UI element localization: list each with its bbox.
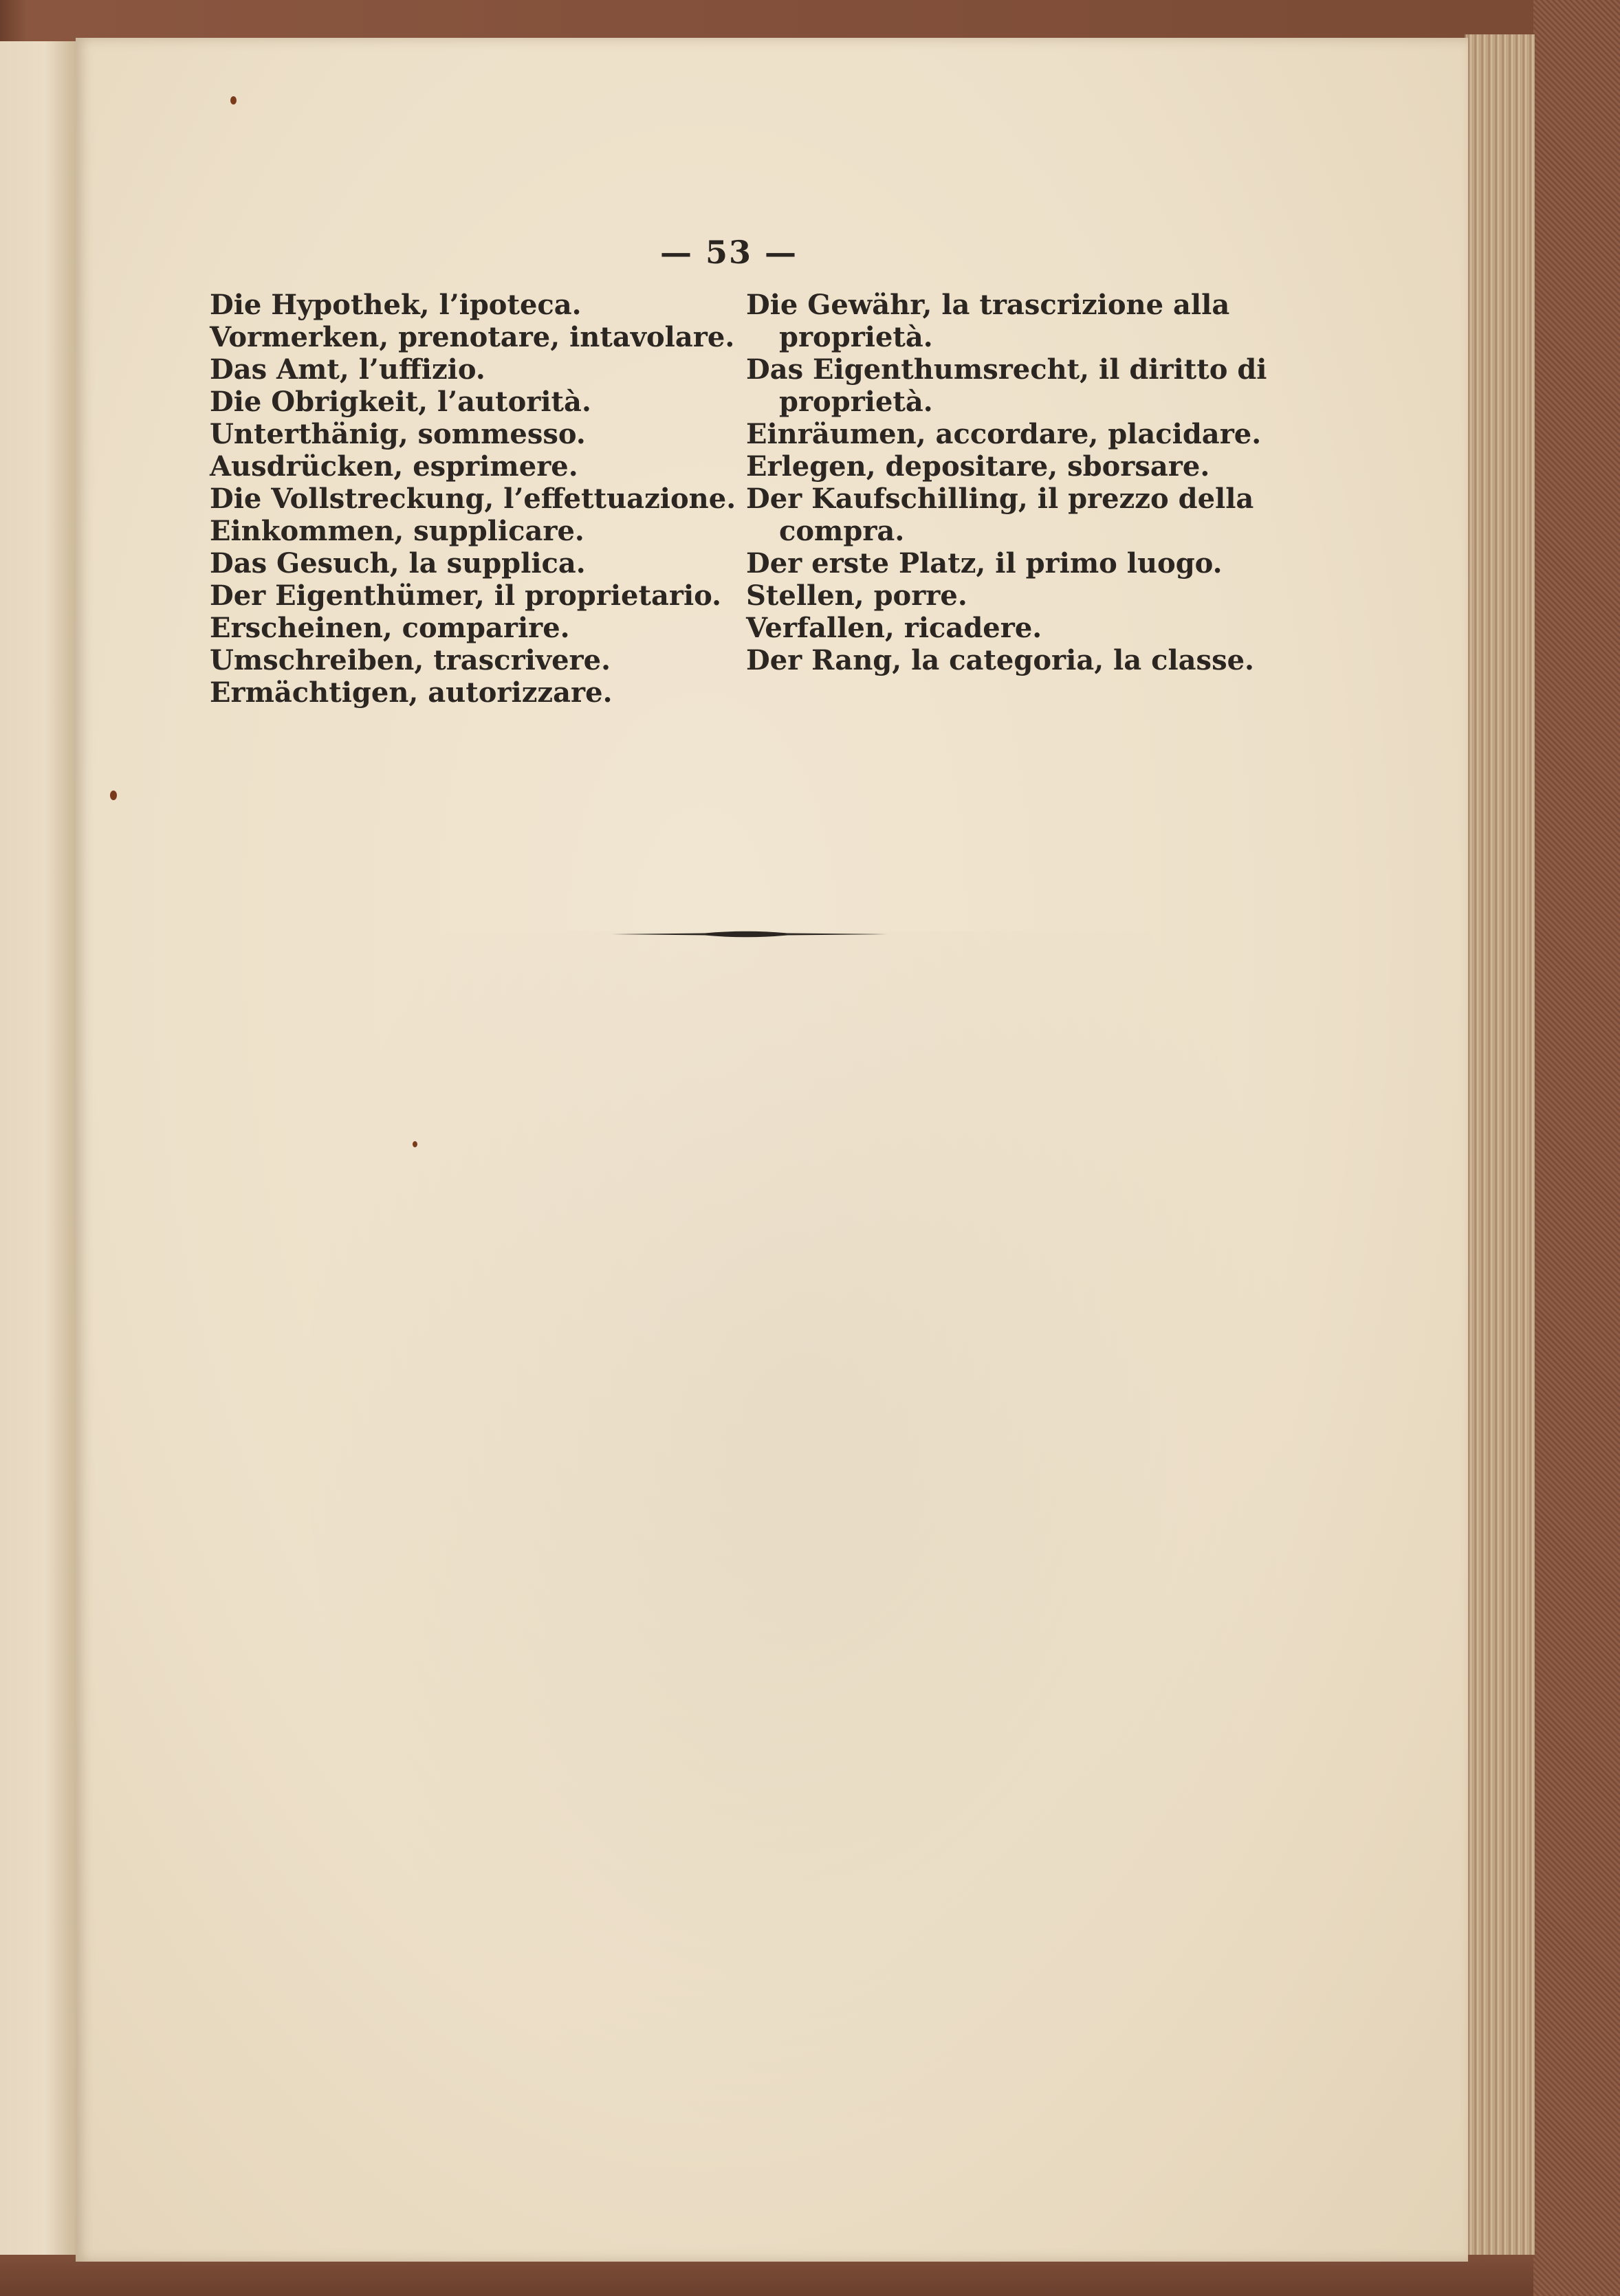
vocab-entry: Ermächtigen, autorizzare.: [210, 676, 613, 709]
vocab-entry: Der Eigenthümer, il proprietario.: [210, 579, 722, 612]
page-number: — 53 —: [659, 234, 798, 271]
vocabulary-column-left: [210, 289, 736, 709]
vocab-entry: Vormerken, prenotare, intavolare.: [210, 321, 735, 353]
vocab-entry: Umschreiben, trascrivere.: [210, 644, 611, 676]
vocab-entry-continuation: proprietà.: [779, 386, 933, 418]
vocab-entry: Die Hypothek, l’ipoteca.: [210, 289, 582, 321]
vocab-entry: Erscheinen, comparire.: [210, 612, 570, 644]
vocab-entry: Das Amt, l’uffizio.: [210, 353, 485, 386]
vocab-entry: Einräumen, accordare, placidare.: [746, 418, 1262, 450]
book-cover-right: [1533, 0, 1620, 2296]
vocab-entry: Unterthänig, sommesso.: [210, 418, 586, 450]
vocab-entry: Das Gesuch, la supplica.: [210, 547, 586, 579]
vocab-entry: Das Eigenthumsrecht, il diritto di: [746, 353, 1267, 386]
vocab-entry: Die Obrigkeit, l’autorità.: [210, 386, 591, 418]
show-through-shadow: [282, 931, 1313, 2169]
vocab-entry: Stellen, porre.: [746, 579, 967, 612]
facing-page-edge: [0, 41, 78, 2255]
vocab-entry: Der erste Platz, il primo luogo.: [746, 547, 1223, 579]
vocab-entry: Verfallen, ricadere.: [746, 612, 1042, 644]
paper-speck: [110, 791, 117, 800]
paper-speck: [413, 1141, 417, 1147]
vocab-entry: Ausdrücken, esprimere.: [210, 450, 578, 483]
vocab-entry-continuation: compra.: [779, 515, 905, 547]
vocab-entry-continuation: proprietà.: [779, 321, 933, 353]
vocab-entry: Erlegen, depositare, sborsare.: [746, 450, 1210, 483]
page-block-edges: [1465, 34, 1535, 2255]
vocab-entry: Der Rang, la categoria, la classe.: [746, 644, 1254, 676]
paper-speck: [230, 96, 237, 104]
vocab-entry: Die Gewähr, la trascrizione alla: [746, 289, 1230, 321]
vocabulary-column-right: [746, 289, 1269, 676]
vocab-entry: Einkommen, supplicare.: [210, 515, 584, 547]
vocab-entry: Der Kaufschilling, il prezzo della: [746, 483, 1254, 515]
ornamental-rule: [609, 929, 887, 939]
vocab-entry: Die Vollstreckung, l’effettuazione.: [210, 483, 736, 515]
